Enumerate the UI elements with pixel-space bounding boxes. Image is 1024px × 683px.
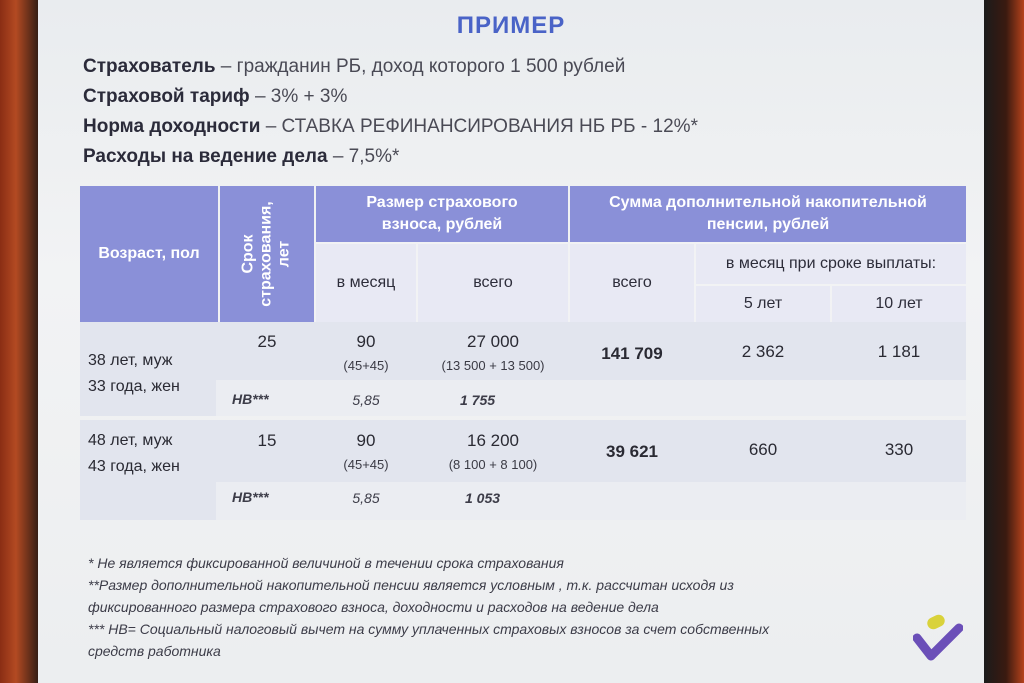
row-1-month: 90: [356, 332, 376, 351]
footnote-1: * Не является фиксированной величиной в течении срока страхования: [88, 555, 564, 571]
header-age: Возраст, пол: [80, 186, 218, 322]
info-label: Расходы на ведение дела: [83, 146, 328, 167]
row-1-term: 25: [257, 332, 277, 351]
row-1-nv-month: 5,85: [352, 392, 380, 408]
header-term: [220, 186, 314, 322]
info-label: Страховой тариф: [83, 86, 250, 107]
info-label: Страхователь: [83, 56, 216, 77]
info-label: Норма доходности: [83, 116, 261, 137]
row-1-total-detail: (13 500 + 13 500): [441, 358, 545, 373]
age-female: 43 года, жен: [88, 458, 180, 475]
header-5-years: 5 лет: [696, 286, 830, 322]
info-value: – СТАВКА РЕФИНАНСИРОВАНИЯ НБ РБ - 12%*: [260, 116, 698, 137]
header-per-month: в месяц: [316, 244, 416, 322]
header-10-years: 10 лет: [832, 286, 966, 322]
info-line-tariff: [83, 86, 347, 108]
age-male: 38 лет, муж: [88, 352, 173, 369]
checkmark-logo-icon: [913, 612, 963, 667]
age-male: 48 лет, муж: [88, 432, 173, 449]
row-1-10-years: 1 181: [877, 342, 921, 361]
slide: [38, 0, 984, 683]
header-payout: в месяц при сроке выплаты:: [696, 244, 966, 284]
screen-frame-right: [984, 0, 1024, 683]
footnote-2-cont: фиксированного размера страхового взноса, доходности и расходов на ведение дела: [88, 599, 659, 615]
info-value: – 7,5%*: [327, 146, 400, 167]
header-contribution: Размер страхового взноса, рублей: [316, 186, 568, 242]
age-female: 33 года, жен: [88, 378, 180, 395]
info-line-expenses: [83, 146, 399, 168]
table-row-1-age: [88, 348, 180, 400]
footnote-2: **Размер дополнительной накопительной пенсии является условным , т.к. рассчитан исходя из: [88, 577, 734, 593]
info-line-yield: [83, 116, 698, 138]
header-total: всего: [418, 244, 568, 322]
row-2-nv-label: НВ***: [232, 489, 269, 505]
row-2-month: 90: [356, 431, 376, 450]
slide-title: ПРИМЕР: [456, 12, 566, 39]
footnote-3-cont: средств работника: [88, 643, 221, 659]
header-term-text: Срок страхования, лет: [240, 201, 294, 307]
header-pension: Сумма дополнительной накопительной пенсии, рублей: [570, 186, 966, 242]
table-row-2-age: [88, 428, 180, 480]
info-line-insured: [83, 56, 625, 78]
row-2-total-detail: (8 100 + 8 100): [448, 457, 538, 472]
row-2-5-years: 660: [748, 440, 778, 459]
row-2-nv-total: 1 053: [465, 490, 501, 506]
row-2-month-detail: (45+45): [343, 457, 389, 472]
row-2-pension-total: 39 621: [606, 442, 658, 461]
row-2-total: 16 200: [467, 431, 519, 450]
row-1-month-detail: (45+45): [343, 358, 389, 373]
footnotes: [88, 552, 769, 662]
footnote-3: *** НВ= Социальный налоговый вычет на сумму уплаченных страховых взносов за счет собственных: [88, 621, 770, 637]
row-1-5-years: 2 362: [741, 342, 785, 361]
row-2-term: 15: [257, 431, 277, 450]
row-1-nv-label: НВ***: [232, 391, 269, 407]
row-1-pension-total: 141 709: [601, 344, 663, 363]
row-2-10-years: 330: [884, 440, 914, 459]
info-value: – 3% + 3%: [249, 86, 348, 107]
header-pension-total: всего: [570, 244, 694, 322]
row-1-total: 27 000: [467, 332, 519, 351]
row-2-nv-month: 5,85: [352, 490, 380, 506]
row-1-nv-total: 1 755: [460, 392, 496, 408]
info-value: – гражданин РБ, доход которого 1 500 рублей: [215, 56, 626, 77]
screen-frame-left: [0, 0, 40, 683]
